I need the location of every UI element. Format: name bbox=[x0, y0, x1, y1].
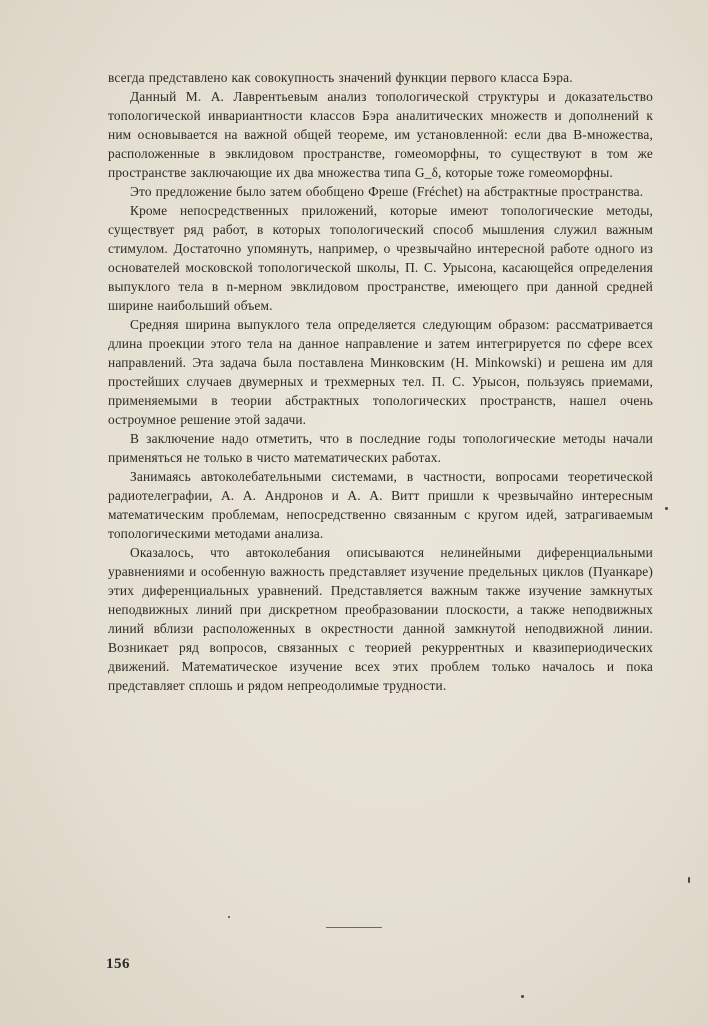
paragraph: Данный М. А. Лаврентьевым анализ топологической структуры и доказательство топологической инвариантности классов Бэра аналитических множеств и дополнений к ним основывается на важной общей теореме, им установленной: если два B-множества, расположенные в эвклидовом пространстве, гомеоморфны, то существуют в том же пространстве заключающие их два множества типа G_δ, которые тоже гомеоморфны. bbox=[108, 89, 653, 180]
body-text bbox=[108, 68, 653, 695]
paragraph: Кроме непосредственных приложений, которые имеют топологические методы, существует ряд работ, в которых топологический способ мышления служил важным стимулом. Достаточно упомянуть, например, о чрезвычайно интересной работе одного из основателей московской топологической школы, П. С. Урысона, касающейся определения выпуклого тела в n-мерном эвклидовом пространстве, имеющего при данной средней ширине наибольший объем. bbox=[108, 203, 653, 313]
paragraph: Оказалось, что автоколебания описываются нелинейными диференциальными уравнениями и особенную важность представляет изучение предельных циклов (Пуанкаре) этих диференциальных уравнений. Представляется важным также изучение замкнутых неподвижных линий при дискретном преобразовании плоскости, а также неподвижных линий вблизи расположенных в окрестности данной замкнутой неподвижной линии. Возникает ряд вопросов, связанных с теорией рекуррентных и квазипериодических движений. Математическое изучение всех этих проблем только началось и пока представляет сплошь и рядом непреодолимые трудности. bbox=[108, 545, 653, 693]
paragraph: В заключение надо отметить, что в последние годы топологические методы начали применяться не только в чисто математических работах. bbox=[108, 431, 653, 465]
paragraph: Средняя ширина выпуклого тела определяется следующим образом: рассматривается длина проекции этого тела на данное направление и затем интегрируется по сфере всех направлений. Эта задача была поставлена Минковским (H. Minkowski) и решена им для простейших случаев двумерных и трехмерных тел. П. С. Урысон, пользуясь приемами, применяемыми в теории абстрактных топологических пространств, нашел очень остроумное решение этой задачи. bbox=[108, 317, 653, 427]
print-speck bbox=[228, 916, 230, 918]
page-number: 156 bbox=[106, 956, 130, 972]
paragraph: всегда представлено как совокупность значений функции первого класса Бэра. bbox=[108, 70, 573, 85]
paragraph: Занимаясь автоколебательными системами, в частности, вопросами теоретической радиотелеграфии, А. А. Андронов и А. А. Витт пришли к чрезвычайно интересным математическим проблемам, непосредственно связанным с кругом идей, затрагиваемым топологическими методами анализа. bbox=[108, 469, 653, 541]
print-speck bbox=[688, 877, 690, 883]
print-speck bbox=[665, 507, 668, 510]
print-speck bbox=[521, 995, 524, 998]
end-divider bbox=[326, 927, 382, 928]
paragraph: Это предложение было затем обобщено Фреше (Fréchet) на абстрактные пространства. bbox=[130, 184, 644, 199]
